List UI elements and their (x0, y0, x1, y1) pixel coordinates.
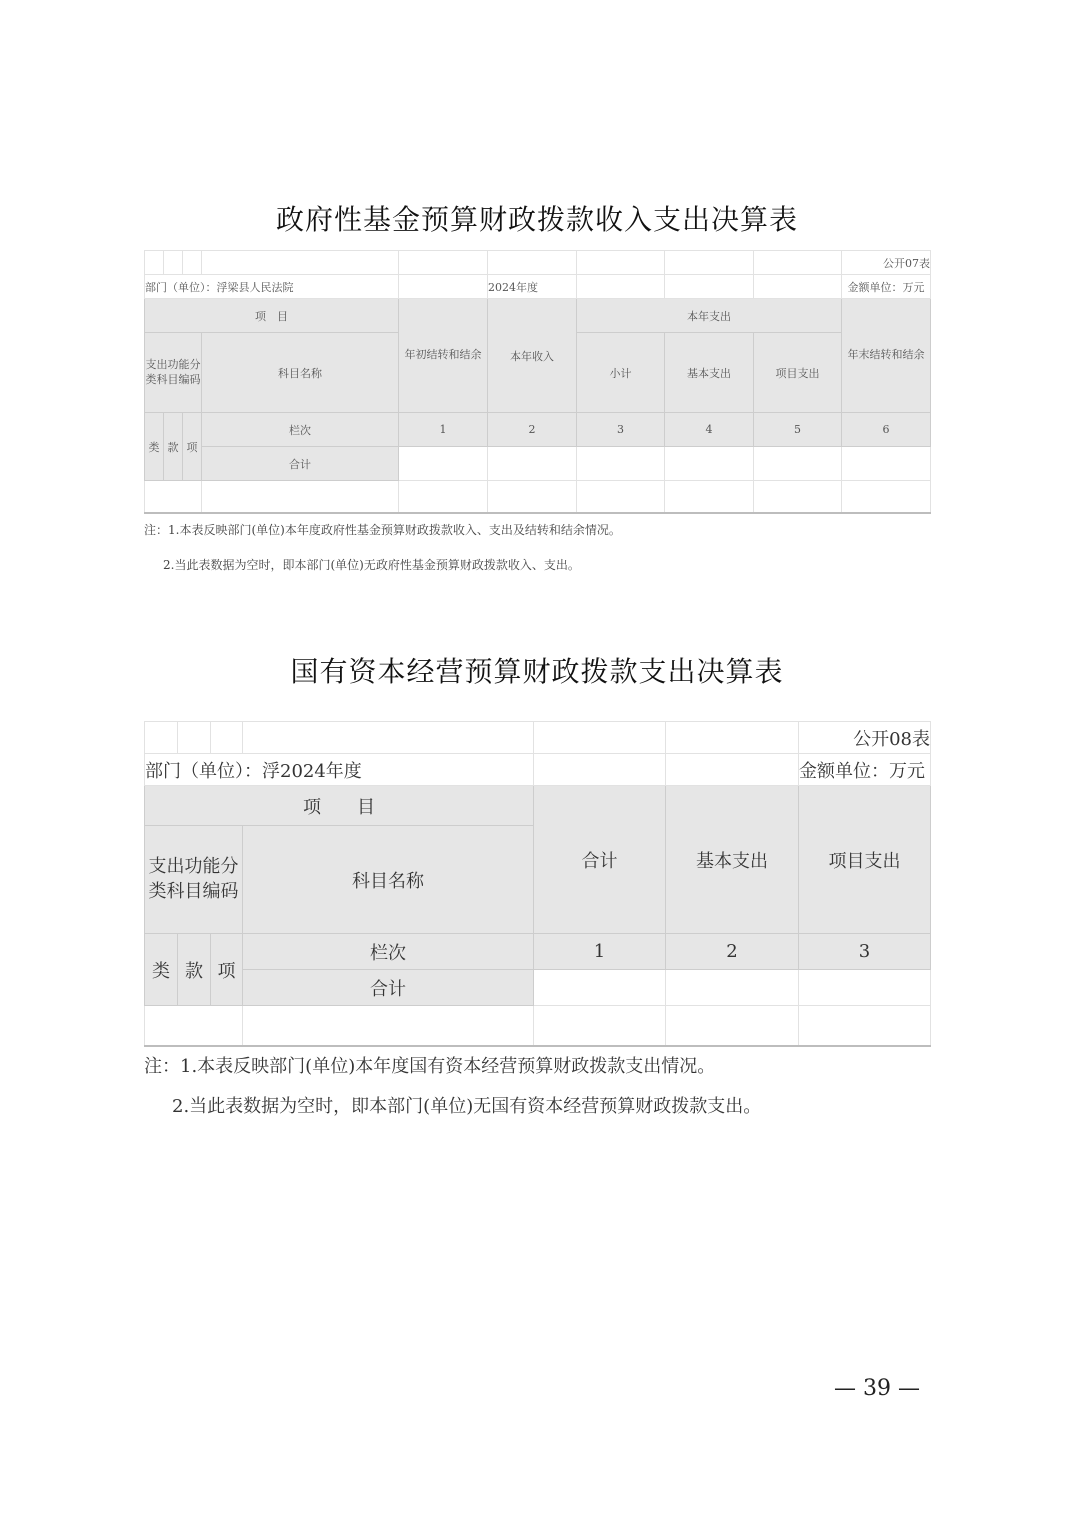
col-expense-group: 本年支出 (577, 299, 842, 333)
lei-label: 类 (145, 413, 164, 481)
col-total: 合计 (534, 786, 666, 934)
kuan-label: 款 (164, 413, 183, 481)
table2-note-2: 2.当此表数据为空时，即本部门(单位)无国有资本经营预算财政拨款支出。 (172, 1096, 762, 1117)
col-number: 2 (488, 413, 577, 447)
row-lanci: 栏次 (202, 413, 399, 447)
form-number: 公开07表 (842, 251, 931, 275)
form-number: 公开08表 (799, 722, 931, 754)
subject-name-header: 科目名称 (243, 826, 534, 934)
table1-title: 政府性基金预算财政拨款收入支出决算表 (275, 203, 798, 236)
amount-unit: 金额单位：万元 (799, 754, 931, 786)
col-end-balance: 年末结转和结余 (842, 299, 931, 413)
government-fund-table (144, 250, 931, 514)
col-number: 3 (799, 934, 931, 970)
department-label: 部门（单位）：浮2024年度 (145, 754, 534, 786)
subject-name-header: 科目名称 (202, 333, 399, 413)
col-number: 2 (666, 934, 799, 970)
col-project: 项目支出 (754, 333, 842, 413)
state-capital-table (144, 721, 931, 1047)
lei-label: 类 (145, 934, 178, 1006)
col-number: 4 (665, 413, 754, 447)
header-item: 项 目 (145, 786, 534, 826)
func-code-header: 支出功能分类科目编码 (145, 333, 202, 413)
fiscal-year: 2024年度 (488, 275, 577, 299)
page-number: — 39 — (834, 1376, 920, 1401)
col-number: 3 (577, 413, 665, 447)
kuan-label: 款 (178, 934, 211, 1006)
department-label: 部门（单位）：浮梁县人民法院 (145, 275, 399, 299)
table2-note-1: 注：1.本表反映部门(单位)本年度国有资本经营预算财政拨款支出情况。 (144, 1056, 716, 1077)
xiang-label: 项 (183, 413, 202, 481)
col-project: 项目支出 (799, 786, 931, 934)
row-total: 合计 (202, 447, 399, 481)
col-number: 6 (842, 413, 931, 447)
row-total: 合计 (243, 970, 534, 1006)
func-code-header: 支出功能分类科目编码 (145, 826, 243, 934)
xiang-label: 项 (211, 934, 243, 1006)
col-begin-balance: 年初结转和结余 (399, 299, 488, 413)
col-number: 1 (399, 413, 488, 447)
col-income: 本年收入 (488, 299, 577, 413)
table2-title: 国有资本经营预算财政拨款支出决算表 (290, 655, 784, 688)
amount-unit: 金额单位：万元 (842, 275, 931, 299)
table1-note-1: 注：1.本表反映部门(单位)本年度政府性基金预算财政拨款收入、支出及结转和结余情况。 (144, 523, 621, 537)
col-basic: 基本支出 (666, 786, 799, 934)
col-subtotal: 小计 (577, 333, 665, 413)
col-number: 1 (534, 934, 666, 970)
col-number: 5 (754, 413, 842, 447)
header-item: 项 目 (145, 299, 399, 333)
row-lanci: 栏次 (243, 934, 534, 970)
table1-note-2: 2.当此表数据为空时，即本部门(单位)无政府性基金预算财政拨款收入、支出。 (163, 558, 580, 572)
col-basic: 基本支出 (665, 333, 754, 413)
